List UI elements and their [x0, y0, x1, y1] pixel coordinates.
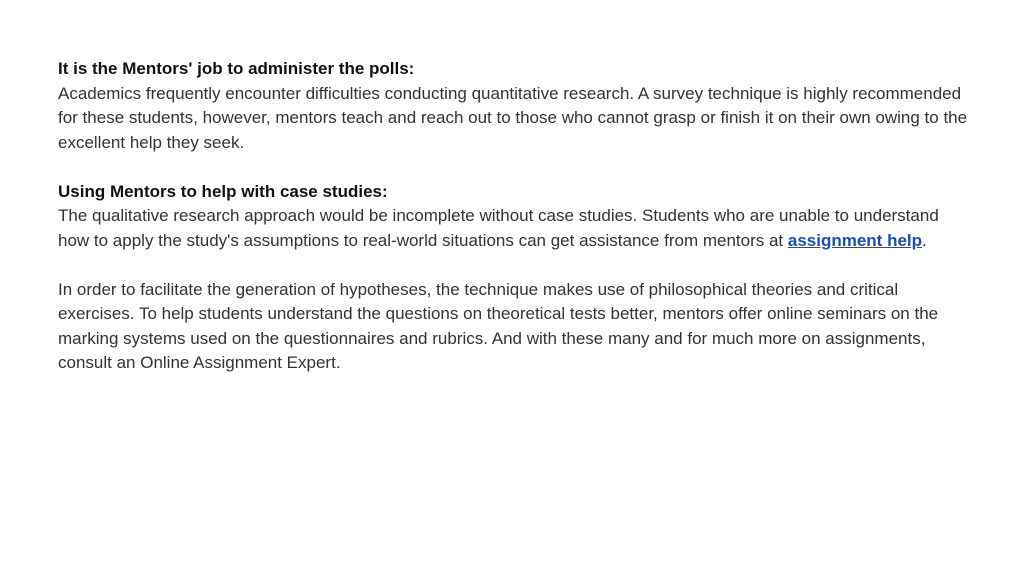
document-body [58, 57, 968, 400]
section-polls-heading: It is the Mentors' job to administer the polls: [58, 59, 415, 78]
section-case-studies-period: . [922, 230, 927, 250]
section-case-studies-heading: Using Mentors to help with case studies: [58, 181, 388, 201]
section-hypotheses [58, 278, 968, 376]
section-hypotheses-text: In order to facilitate the generation of hypotheses, the technique makes use of philosophical theories and critical exercises. To help students understand the questions on theoretical tests better, mentors offer online seminars on the marking systems used on the questionnaires and rubrics. And with these many and for much more on assignments, consult an Online Assignment Expert. [58, 279, 939, 372]
section-case-studies-text: The qualitative research approach would be incomplete without case studies. Students who are unable to understand how to apply the study's assumptions to real-world situations can get assistance from mentors at [58, 206, 939, 250]
section-polls-text: Academics frequently encounter difficulties conducting quantitative research. A survey technique is highly recommended for these students, however, mentors teach and reach out to those who cannot grasp or finish it on their own owing to the excellent help they seek. [58, 83, 968, 152]
section-case-studies [58, 180, 968, 254]
section-polls [58, 57, 968, 155]
assignment-help-link[interactable]: assignment help [787, 230, 923, 250]
